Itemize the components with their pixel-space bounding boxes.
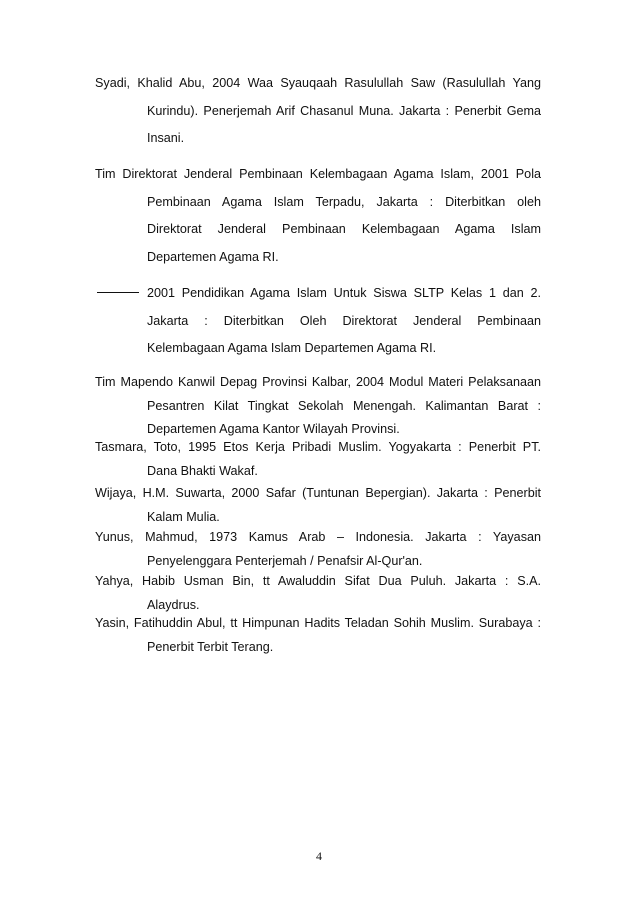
- bibliography-entry: [95, 280, 541, 363]
- entry-line: Dana Bhakti Wakaf.: [147, 463, 258, 478]
- entry-line: Kurindu). Penerjemah Arif Chasanul Muna. Jakarta : Penerbit Gema: [147, 103, 541, 118]
- entry-line: Penyelenggara Penterjemah / Penafsir Al-Qur'an.: [147, 553, 423, 568]
- entry-line: Syadi, Khalid Abu, 2004 Waa Syauqaah Rasulullah Saw (Rasulullah Yang: [95, 76, 541, 90]
- bibliography-entry: [95, 570, 541, 617]
- entry-line: Tasmara, Toto, 1995 Etos Kerja Pribadi Muslim. Yogyakarta : Penerbit PT.: [95, 440, 541, 454]
- entry-line: Yunus, Mahmud, 1973 Kamus Arab – Indonesia. Jakarta : Yayasan: [95, 530, 541, 544]
- entry-line: Departemen Agama RI.: [147, 249, 279, 264]
- entry-line: Pembinaan Agama Islam Terpadu, Jakarta : Diterbitkan oleh: [147, 194, 541, 209]
- entry-line: Direktorat Jenderal Pembinaan Kelembagaan Agama Islam: [147, 222, 541, 236]
- bibliography-entry: [95, 612, 541, 659]
- page-number: 4: [316, 849, 322, 863]
- entry-line: Kelembagaan Agama Islam Departemen Agama RI.: [147, 341, 437, 355]
- entry-line: Pesantren Kilat Tingkat Sekolah Menengah. Kalimantan Barat :: [147, 398, 541, 413]
- bibliography-entry: [95, 482, 541, 529]
- entry-line: Penerbit Terbit Terang.: [147, 639, 274, 654]
- entry-line: 2001 Pendidikan Agama Islam Untuk Siswa SLTP Kelas 1 dan 2.: [147, 286, 541, 300]
- entry-line: Alaydrus.: [147, 597, 200, 612]
- entry-line: Kalam Mulia.: [147, 509, 220, 524]
- entry-line: Wijaya, H.M. Suwarta, 2000 Safar (Tuntunan Bepergian). Jakarta : Penerbit: [95, 486, 541, 500]
- entry-line: Yasin, Fatihuddin Abul, tt Himpunan Hadits Teladan Sohih Muslim. Surabaya :: [95, 616, 541, 630]
- bibliography-entry: [95, 70, 541, 153]
- entry-line: Insani.: [147, 131, 185, 145]
- bibliography-entry: [95, 161, 541, 271]
- entry-line: Yahya, Habib Usman Bin, tt Awaluddin Sifat Dua Puluh. Jakarta : S.A.: [95, 574, 541, 588]
- entry-line: Departemen Agama Kantor Wilayah Provinsi.: [147, 422, 400, 437]
- bibliography-entry: [95, 371, 541, 442]
- entry-line: Tim Direktorat Jenderal Pembinaan Kelembagaan Agama Islam, 2001 Pola: [95, 167, 541, 181]
- entry-line: Jakarta : Diterbitkan Oleh Direktorat Jenderal Pembinaan: [147, 313, 541, 328]
- bibliography-entry: [95, 526, 541, 573]
- bibliography-entry: [95, 436, 541, 483]
- entry-line: Tim Mapendo Kanwil Depag Provinsi Kalbar, 2004 Modul Materi Pelaksanaan: [95, 375, 541, 389]
